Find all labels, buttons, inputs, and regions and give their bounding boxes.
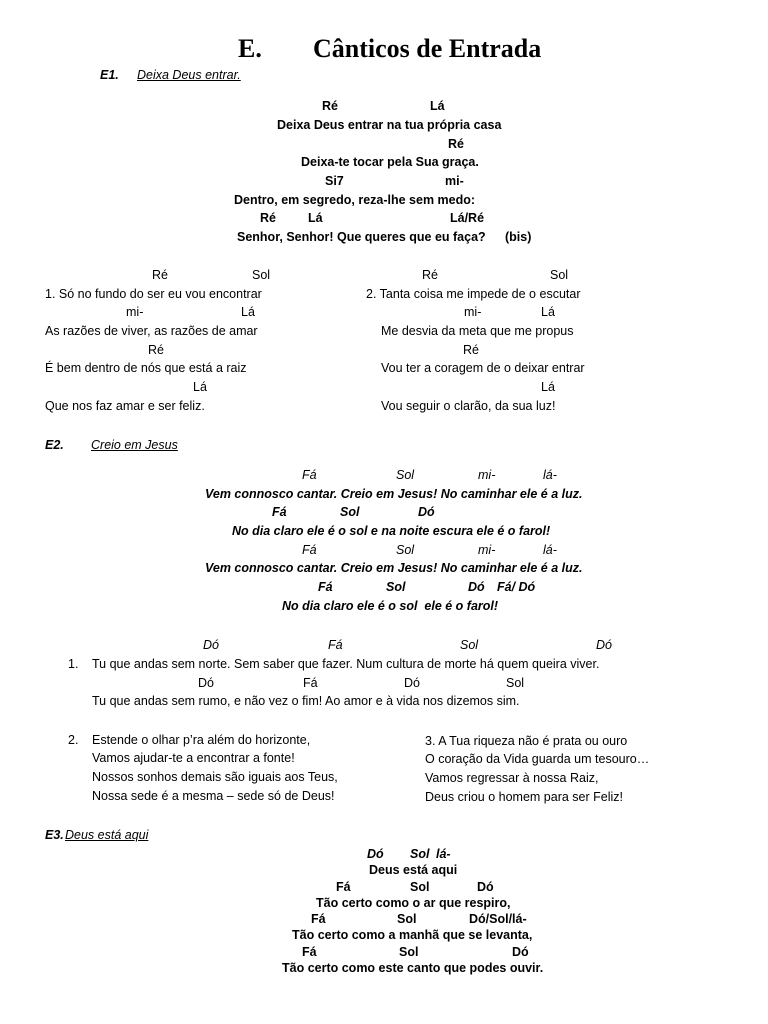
- chord: Dó: [596, 638, 612, 652]
- chord: Dó: [512, 945, 529, 959]
- chord: Fá: [318, 580, 333, 594]
- lyric-line: Estende o olhar p’ra além do horizonte,: [92, 733, 311, 747]
- chord: Fá: [336, 880, 351, 894]
- chord: Sol: [550, 268, 569, 282]
- chord: Sol: [410, 847, 430, 861]
- chord: Fá: [328, 638, 343, 652]
- song-number: E1.: [100, 68, 119, 82]
- lyric-line: Deus criou o homem para ser Feliz!: [425, 790, 623, 804]
- chord: Ré: [448, 137, 464, 151]
- chord: Fá: [302, 543, 317, 557]
- verse-number: 2.: [68, 733, 79, 747]
- chord: Dó: [404, 676, 420, 690]
- lyric-line: Vamos regressar à nossa Raiz,: [425, 771, 599, 785]
- chord: Dó: [477, 880, 494, 894]
- lyric-line: Vou ter a coragem de o deixar entrar: [381, 361, 585, 375]
- lyric-line: No dia claro ele é o sol ele é o farol!: [282, 599, 499, 613]
- chord: Sol: [397, 912, 417, 926]
- lyric-line: Deus está aqui: [369, 863, 458, 877]
- chord: lá-: [436, 847, 451, 861]
- chord: Dó/Sol/lá-: [469, 912, 527, 926]
- chord: Sol: [506, 676, 525, 690]
- lyric-line: 1. Só no fundo do ser eu vou encontrar: [45, 287, 262, 301]
- lyric-line: Tu que andas sem rumo, e não vez o fim! Ao amor e à vida nos dizemos sim.: [92, 694, 520, 708]
- lyric-line: Que nos faz amar e ser feliz.: [45, 399, 205, 413]
- lyric-line: Nossos sonhos demais são iguais aos Teus,: [92, 770, 338, 784]
- page-title: Cânticos de Entrada: [313, 34, 542, 63]
- chord: Fá/ Dó: [497, 580, 536, 594]
- chord: Fá: [311, 912, 326, 926]
- chord: Lá: [541, 305, 555, 319]
- chord: Si7: [325, 174, 344, 188]
- lyric-line: Vamos ajudar-te a encontrar a fonte!: [92, 751, 295, 765]
- chord: Dó: [203, 638, 219, 652]
- verse-number: 1.: [68, 657, 79, 671]
- section-letter: E.: [238, 34, 262, 63]
- chord: mi-: [126, 305, 144, 319]
- chord: Dó: [367, 847, 384, 861]
- lyric-line: Deixa Deus entrar na tua própria casa: [277, 118, 502, 132]
- chord: mi-: [478, 543, 496, 557]
- chord: Lá: [430, 99, 445, 113]
- lyric-line: 3. A Tua riqueza não é prata ou ouro: [425, 734, 628, 748]
- chord: Sol: [386, 580, 406, 594]
- lyric-line: 2. Tanta coisa me impede de o escutar: [366, 287, 581, 301]
- lyric-line: Vou seguir o clarão, da sua luz!: [381, 399, 556, 413]
- lyric-line: No dia claro ele é o sol e na noite escura ele é o farol!: [232, 524, 551, 538]
- lyric-line: Vem connosco cantar. Creio em Jesus! No caminhar ele é a luz.: [205, 561, 583, 575]
- chord: mi-: [464, 305, 482, 319]
- chord: Dó: [418, 505, 435, 519]
- chord: Sol: [340, 505, 360, 519]
- chord: Sol: [252, 268, 271, 282]
- lyric-line: As razões de viver, as razões de amar: [45, 324, 258, 338]
- song-title: Creio em Jesus: [91, 438, 178, 452]
- chord: Ré: [322, 99, 338, 113]
- chord: mi-: [445, 174, 464, 188]
- chord: Sol: [410, 880, 430, 894]
- lyric-line: O coração da Vida guarda um tesouro…: [425, 752, 650, 766]
- chord: Lá: [541, 380, 555, 394]
- song-title: Deus está aqui: [65, 828, 149, 842]
- song-number: E3.: [45, 828, 64, 842]
- chord: Dó: [198, 676, 214, 690]
- lyric-line: Nossa sede é a mesma – sede só de Deus!: [92, 789, 335, 803]
- chord: lá-: [543, 543, 557, 557]
- repeat-mark: (bis): [505, 230, 532, 244]
- chord: Sol: [460, 638, 479, 652]
- chord: Ré: [422, 268, 438, 282]
- chord: Fá: [272, 505, 287, 519]
- chord: mi-: [478, 468, 496, 482]
- lyric-line: Vem connosco cantar. Creio em Jesus! No caminhar ele é a luz.: [205, 487, 583, 501]
- chord: Ré: [260, 211, 276, 225]
- chord: Sol: [396, 468, 415, 482]
- lyric-line: Dentro, em segredo, reza-lhe sem medo:: [234, 193, 476, 207]
- lyric-line: Senhor, Senhor! Que queres que eu faça?: [237, 230, 486, 244]
- chord: Lá: [193, 380, 207, 394]
- chord: Sol: [396, 543, 415, 557]
- lyric-line: É bem dentro de nós que está a raiz: [45, 361, 247, 375]
- lyric-line: Me desvia da meta que me propus: [381, 324, 574, 338]
- chord: Lá: [308, 211, 323, 225]
- song-number: E2.: [45, 438, 64, 452]
- chord: Ré: [463, 343, 479, 357]
- chord: lá-: [543, 468, 557, 482]
- chord: Ré: [152, 268, 168, 282]
- chord: Lá/Ré: [450, 211, 485, 225]
- lyric-line: Deixa-te tocar pela Sua graça.: [301, 155, 479, 169]
- lyric-line: Tão certo como o ar que respiro,: [316, 896, 511, 910]
- chord: Ré: [148, 343, 164, 357]
- lyric-line: Tão certo como este canto que podes ouvir.: [282, 961, 544, 975]
- chord: Fá: [302, 468, 317, 482]
- chord: Sol: [399, 945, 419, 959]
- chord: Dó: [468, 580, 485, 594]
- chord: Lá: [241, 305, 255, 319]
- lyric-line: Tu que andas sem norte. Sem saber que fazer. Num cultura de morte há quem queira viver.: [92, 657, 600, 671]
- lyric-line: Tão certo como a manhã que se levanta,: [292, 928, 533, 942]
- song-title: Deixa Deus entrar.: [137, 68, 241, 82]
- chord: Fá: [303, 676, 318, 690]
- chord: Fá: [302, 945, 317, 959]
